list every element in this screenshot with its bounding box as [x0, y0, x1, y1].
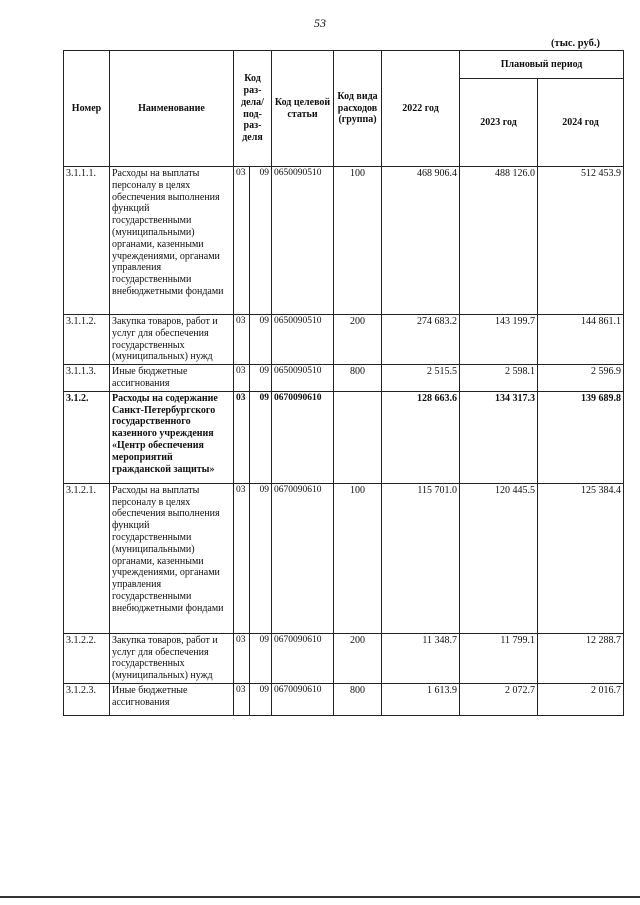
row-subsection: 09 [250, 391, 272, 483]
budget-table [63, 50, 624, 716]
row-value-2023: 2 072.7 [460, 683, 538, 715]
table-row [64, 483, 624, 633]
row-value-2022: 115 701.0 [382, 483, 460, 633]
row-number: 3.1.2.3. [64, 683, 110, 715]
row-value-2022: 274 683.2 [382, 315, 460, 365]
row-section: 03 [234, 483, 250, 633]
row-expense-code: 100 [334, 483, 382, 633]
row-value-2022: 11 348.7 [382, 633, 460, 683]
table-row [64, 391, 624, 483]
header-2023: 2023 год [460, 79, 538, 167]
row-value-2024: 144 861.1 [538, 315, 624, 365]
table-row [64, 315, 624, 365]
row-value-2023: 120 445.5 [460, 483, 538, 633]
row-number: 3.1.1.3. [64, 365, 110, 392]
header-2024: 2024 год [538, 79, 624, 167]
row-target-code: 0670090610 [272, 633, 334, 683]
row-name: Закупка товаров, работ и услуг для обеспечения государственных (муниципальных) нужд [110, 315, 234, 365]
row-value-2022: 2 515.5 [382, 365, 460, 392]
row-value-2024: 2 016.7 [538, 683, 624, 715]
bottom-rule [0, 896, 640, 898]
row-section: 03 [234, 633, 250, 683]
row-name: Закупка товаров, работ и услуг для обеспечения государственных (муниципальных) нужд [110, 633, 234, 683]
row-number: 3.1.2.1. [64, 483, 110, 633]
row-value-2022: 128 663.6 [382, 391, 460, 483]
row-value-2024: 512 453.9 [538, 167, 624, 315]
row-value-2023: 134 317.3 [460, 391, 538, 483]
row-subsection: 09 [250, 683, 272, 715]
header-name: Наименование [110, 51, 234, 167]
row-number: 3.1.2.2. [64, 633, 110, 683]
row-target-code: 0670090610 [272, 483, 334, 633]
row-name: Расходы на выплаты персоналу в целях обеспечения выполнения функций государственными (муниципальными) органами, казенными учреждениями, органами управления государственными внебюджетными фондами [110, 483, 234, 633]
header-target: Код целевой статьи [272, 51, 334, 167]
table-row [64, 683, 624, 715]
table-row [64, 633, 624, 683]
header-plan-period: Плановый период [460, 51, 624, 79]
row-target-code: 0650090510 [272, 315, 334, 365]
row-expense-code: 100 [334, 167, 382, 315]
row-expense-code: 800 [334, 365, 382, 392]
row-expense-code: 800 [334, 683, 382, 715]
row-name: Расходы на содержание Санкт-Петербургского государственного казенного учреждения «Центр обеспечения мероприятий гражданской защиты» [110, 391, 234, 483]
row-number: 3.1.1.2. [64, 315, 110, 365]
row-value-2024: 2 596.9 [538, 365, 624, 392]
row-expense-code: 200 [334, 633, 382, 683]
page-number: 53 [314, 16, 326, 30]
row-subsection: 09 [250, 365, 272, 392]
row-name: Иные бюджетные ассигнования [110, 683, 234, 715]
header-2022: 2022 год [382, 51, 460, 167]
row-subsection: 09 [250, 483, 272, 633]
row-section: 03 [234, 391, 250, 483]
row-subsection: 09 [250, 315, 272, 365]
row-value-2022: 1 613.9 [382, 683, 460, 715]
row-section: 03 [234, 315, 250, 365]
row-section: 03 [234, 683, 250, 715]
row-expense-code [334, 391, 382, 483]
row-value-2023: 11 799.1 [460, 633, 538, 683]
row-value-2023: 143 199.7 [460, 315, 538, 365]
row-expense-code: 200 [334, 315, 382, 365]
row-target-code: 0650090510 [272, 167, 334, 315]
row-subsection: 09 [250, 167, 272, 315]
header-expense: Код вида расходов (группа) [334, 51, 382, 167]
row-target-code: 0670090610 [272, 683, 334, 715]
header-section: Код раз-дела/ под-раз-деля [234, 51, 272, 167]
row-target-code: 0650090510 [272, 365, 334, 392]
row-name: Иные бюджетные ассигнования [110, 365, 234, 392]
table-body [64, 167, 624, 716]
row-value-2024: 139 689.8 [538, 391, 624, 483]
row-number: 3.1.2. [64, 391, 110, 483]
header-number: Номер [64, 51, 110, 167]
row-value-2023: 488 126.0 [460, 167, 538, 315]
row-section: 03 [234, 365, 250, 392]
row-name: Расходы на выплаты персоналу в целях обеспечения выполнения функций государственными (муниципальными) органами, казенными учреждениями, органами управления государственными внебюджетными фондами [110, 167, 234, 315]
row-number: 3.1.1.1. [64, 167, 110, 315]
row-value-2024: 12 288.7 [538, 633, 624, 683]
table-row [64, 365, 624, 392]
row-subsection: 09 [250, 633, 272, 683]
units-label: (тыс. руб.) [551, 38, 600, 49]
row-value-2024: 125 384.4 [538, 483, 624, 633]
row-target-code: 0670090610 [272, 391, 334, 483]
row-section: 03 [234, 167, 250, 315]
table-row [64, 167, 624, 315]
row-value-2023: 2 598.1 [460, 365, 538, 392]
row-value-2022: 468 906.4 [382, 167, 460, 315]
